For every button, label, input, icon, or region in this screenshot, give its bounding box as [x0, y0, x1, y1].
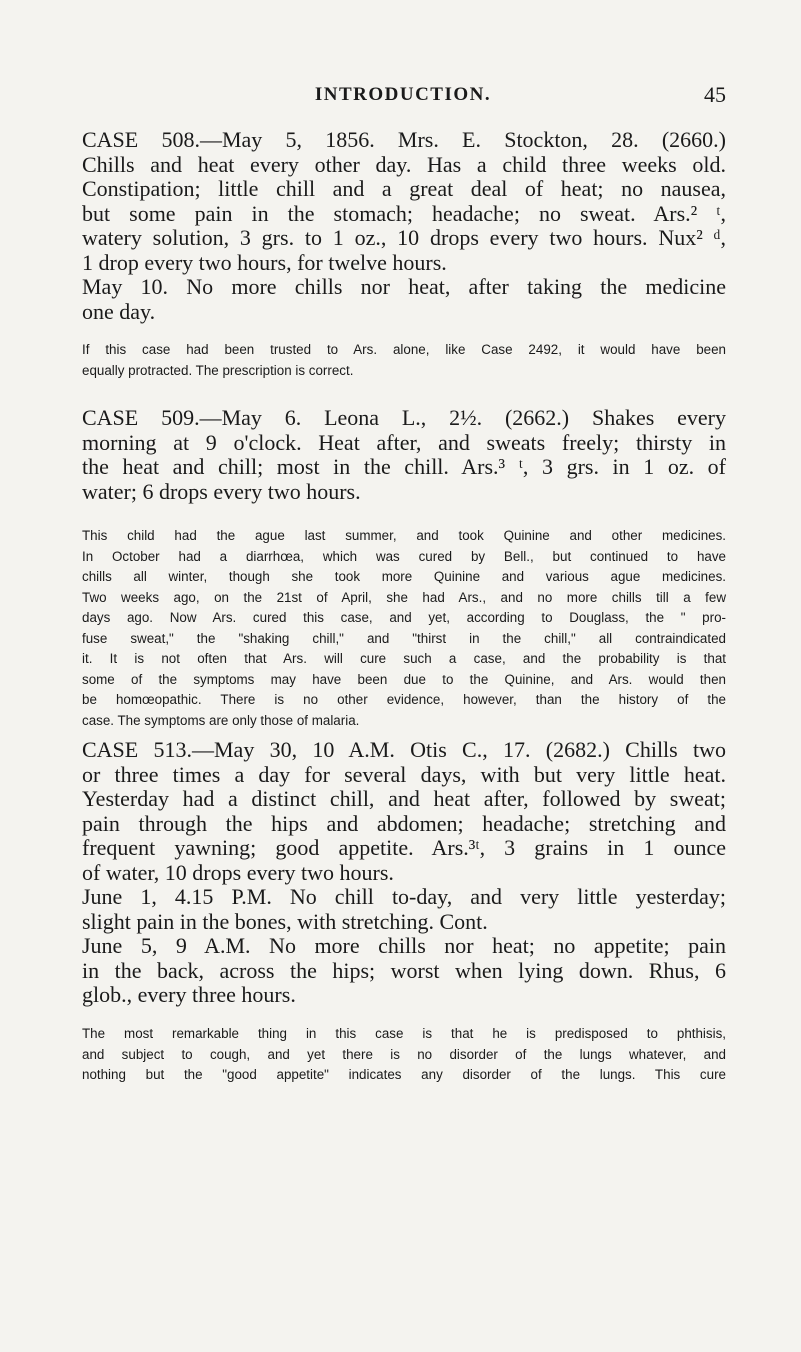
text-line: water; 6 drops every two hours.	[82, 478, 361, 504]
note-line: Two weeks ago, on the 21st of April, she had Ars., and no more chills till a few	[82, 589, 726, 605]
note-line: fuse sweat," the "shaking chill," and "thirst in the chill," all contraindicated	[82, 630, 726, 646]
case-509	[82, 406, 726, 504]
text-line: morning at 9 o'clock. Heat after, and sweats freely; thirsty in	[82, 429, 726, 455]
text-line: but some pain in the stomach; headache; no sweat. Ars.² ᵗ,	[82, 200, 726, 226]
note-line: chills all winter, though she took more Quinine and various ague medicines.	[82, 569, 726, 584]
text-line: Chills and heat every other day. Has a child three weeks old.	[82, 151, 726, 177]
text-line: CASE 508.—May 5, 1856. Mrs. E. Stockton, 28. (2660.)	[82, 127, 726, 152]
note-line: case. The symptoms are only those of malaria.	[82, 712, 360, 728]
commentary-note	[82, 1024, 726, 1086]
case-513	[82, 738, 726, 1008]
note-line: In October had a diarrhœa, which was cured by Bell., but continued to have	[82, 548, 726, 564]
note-line: equally protracted. The prescription is correct.	[82, 362, 354, 378]
text-line: frequent yawning; good appetite. Ars.³ᵗ, 3 grains in 1 ounce	[82, 835, 726, 860]
note-line: and subject to cough, and yet there is no disorder of the lungs whatever, and	[82, 1046, 726, 1062]
text-line: one day.	[82, 298, 156, 324]
case-508	[82, 128, 726, 324]
note-line: nothing but the "good appetite" indicates any disorder of the lungs. This cure	[82, 1067, 726, 1082]
note-line: it. It is not often that Ars. will cure such a case, and the probability is that	[82, 651, 726, 666]
note-line: This child had the ague last summer, and took Quinine and other medicines.	[82, 528, 726, 543]
text-line: pain through the hips and abdomen; headache; stretching and	[82, 810, 726, 836]
commentary-note	[82, 526, 726, 731]
text-line: June 5, 9 A.M. No more chills nor heat; no appetite; pain	[82, 933, 726, 958]
commentary-note	[82, 340, 726, 381]
note-line: The most remarkable thing in this case is that he is predisposed to phthisis,	[82, 1026, 726, 1041]
text-line: the heat and chill; most in the chill. Ars.³ ᵗ, 3 grs. in 1 oz. of	[82, 454, 726, 479]
page-number: 45	[704, 82, 726, 107]
note-line: some of the symptoms may have been due to the Quinine, and Ars. would then	[82, 671, 726, 687]
text-line: CASE 509.—May 6. Leona L., 2½. (2662.) Shakes every	[82, 405, 726, 430]
page-header	[80, 82, 726, 112]
text-line: slight pain in the bones, with stretching. Cont.	[82, 908, 488, 934]
text-line: CASE 513.—May 30, 10 A.M. Otis C., 17. (2682.) Chills two	[82, 737, 726, 762]
text-line: June 1, 4.15 P.M. No chill to-day, and very little yesterday;	[82, 884, 726, 909]
text-line: May 10. No more chills nor heat, after taking the medicine	[82, 274, 726, 299]
text-line: Constipation; little chill and a great deal of heat; no nausea,	[82, 176, 726, 201]
note-line: days ago. Now Ars. cured this case, and yet, according to Douglass, the " pro-	[82, 610, 726, 625]
note-line: be homœopathic. There is no other evidence, however, than the history of the	[82, 692, 726, 707]
text-line: in the back, across the hips; worst when lying down. Rhus, 6	[82, 957, 726, 983]
text-line: glob., every three hours.	[82, 982, 296, 1007]
text-line: of water, 10 drops every two hours.	[82, 859, 394, 885]
text-line: 1 drop every two hours, for twelve hours.	[82, 249, 447, 275]
text-line: Yesterday had a distinct chill, and heat after, followed by sweat;	[82, 786, 726, 811]
note-line: If this case had been trusted to Ars. alone, like Case 2492, it would have been	[82, 342, 726, 357]
text-line: watery solution, 3 grs. to 1 oz., 10 drops every two hours. Nux² ᵈ,	[82, 225, 726, 250]
text-line: or three times a day for several days, with but very little heat.	[82, 761, 726, 787]
running-title: INTRODUCTION.	[314, 84, 492, 105]
